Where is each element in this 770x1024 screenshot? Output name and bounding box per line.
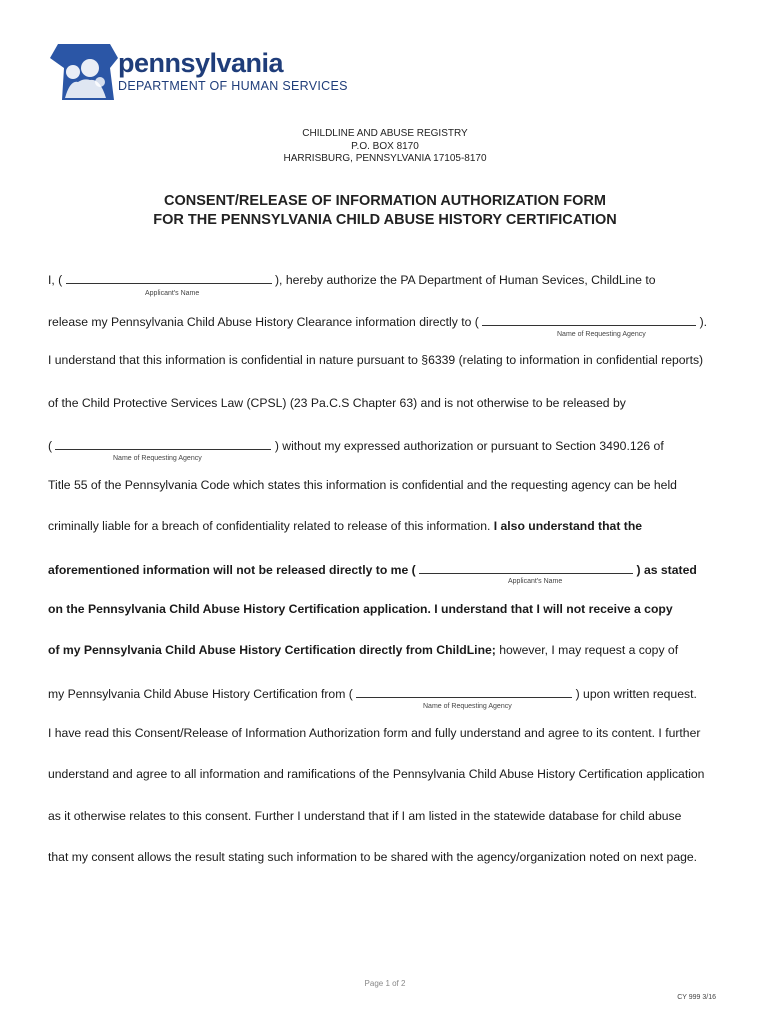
body-line-10: of my Pennsylvania Child Abuse History Certification directly from ChildLine; however, I may request a copy of <box>48 643 679 657</box>
brand-name: pennsylvania <box>118 48 284 78</box>
department-name: DEPARTMENT OF HUMAN SERVICES <box>118 79 348 93</box>
applicant-name-field-2[interactable] <box>419 561 633 574</box>
body-line-1: I, ( ), hereby authorize the PA Department of Human Sevices, ChildLine to <box>48 273 656 287</box>
body-line-3: I understand that this information is confidential in nature pursuant to §6339 (relating to information in confidential reports) <box>48 353 704 367</box>
address-line-3: HARRISBURG, PENNSYLVANIA 17105-8170 <box>283 153 487 164</box>
form-title <box>0 192 770 230</box>
requesting-agency-field-3[interactable] <box>356 685 572 698</box>
body-line-4: of the Child Protective Services Law (CPSL) (23 Pa.C.S Chapter 63) and is not otherwise to be released by <box>48 396 626 410</box>
body-line-15: that my consent allows the result stating such information to be shared with the agency/organization noted on next page. <box>48 850 698 864</box>
logo-wordmark <box>118 48 348 93</box>
requesting-agency-caption-2: Name of Requesting Agency <box>113 455 202 462</box>
applicant-name-field[interactable] <box>66 271 272 284</box>
body-line-11: my Pennsylvania Child Abuse History Certification from ( ) upon written request. <box>48 687 697 701</box>
body-line-7: criminally liable for a breach of confidentiality related to release of this information. I also understand that the <box>48 519 643 533</box>
requesting-agency-caption-3: Name of Requesting Agency <box>423 703 512 710</box>
body-line-6: Title 55 of the Pennsylvania Code which states this information is confidential and the requesting agency can be held <box>48 478 677 492</box>
body-line-14: as it otherwise relates to this consent. Further I understand that if I am listed in the statewide database for child abuse <box>48 809 682 823</box>
body-line-5: ( ) without my expressed authorization or pursuant to Section 3490.126 of <box>48 439 664 453</box>
requesting-agency-field-2[interactable] <box>55 437 271 450</box>
applicant-name-caption: Applicant's Name <box>145 290 200 297</box>
page-number: Page 1 of 2 <box>364 979 406 988</box>
requesting-agency-field-1[interactable] <box>482 313 696 326</box>
address-block <box>0 128 770 166</box>
body-line-12: I have read this Consent/Release of Information Authorization form and fully understand and agree to its content. I further <box>48 726 701 740</box>
applicant-name-caption-2: Applicant's Name <box>508 578 563 585</box>
address-line-1: CHILDLINE AND ABUSE REGISTRY <box>302 128 468 139</box>
form-title-line-1: CONSENT/RELEASE OF INFORMATION AUTHORIZATION FORM <box>164 193 606 209</box>
body-line-9: on the Pennsylvania Child Abuse History Certification application. I understand that I will not receive a copy <box>48 602 673 616</box>
body-line-8: aforementioned information will not be released directly to me ( ) as stated <box>48 563 697 577</box>
body-line-13: understand and agree to all information and ramifications of the Pennsylvania Child Abuse History Certification application <box>48 767 705 781</box>
address-line-2: P.O. BOX 8170 <box>351 140 419 152</box>
requesting-agency-caption-1: Name of Requesting Agency <box>557 331 646 338</box>
form-title-line-2: FOR THE PENNSYLVANIA CHILD ABUSE HISTORY CERTIFICATION <box>153 212 617 228</box>
body-line-2: release my Pennsylvania Child Abuse History Clearance information directly to ( ). <box>48 315 708 329</box>
form-number: CY 999 3/16 <box>677 994 716 1001</box>
